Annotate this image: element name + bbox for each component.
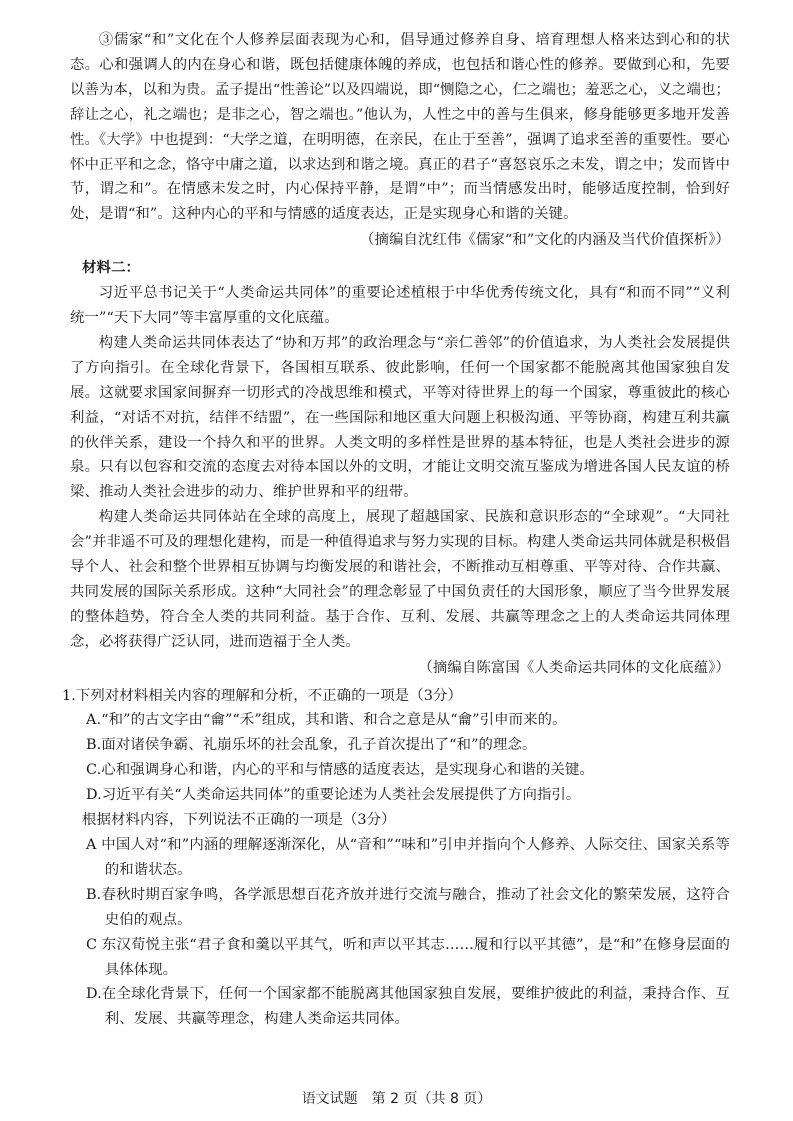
- question-2-option-a: A 中国人对“和”内涵的理解逐渐深化，从“音和”“味和”引申并指向个人修养、人际交往、国家关系等的和谐状态。: [86, 837, 730, 878]
- question-1-option-b: B.面对诸侯争霸、礼崩乐坏的社会乱象，孔子首次提出了“和”的理念。: [86, 737, 537, 754]
- question-2-option-d: D.在全球化背景下，任何一个国家都不能脱离其他国家独自发展，要维护彼此的利益，秉持合作、互利、发展、共赢等理念，构建人类命运共同体。: [86, 986, 730, 1028]
- page-footer: 语文试题 第 2 页（共 8 页）: [301, 1091, 492, 1107]
- question-2: [70, 808, 730, 1032]
- material2-source: （摘编自陈富国《人类命运共同体的文化底蕴》）: [418, 659, 730, 676]
- exam-page: [62, 28, 730, 1032]
- question-2-option-c: C 东汉荀悦主张“君子食和羹以平其气，听和声以平其志……履和行以平其德”，是“和”在修身层面的具体体现。: [86, 936, 730, 978]
- question-2-stem: 根据材料内容，下列说法不正确的一项是（3分）: [82, 812, 396, 829]
- material2-paragraph-1: 习近平总书记关于“人类命运共同体”的重要论述植根于中华优秀传统文化，具有“和而不同”“义利统一”“天下大同”等丰富厚重的文化底蕴。: [70, 285, 730, 326]
- material2-paragraph-3: 构建人类命运共同体站在全球的高度上，展现了超越国家、民族和意识形态的“全球观”。“大同社会”并非遥不可及的理想化建构，而是一种值得追求与努力实现的目标。构建人类命运共同体就是积极倡导个人、社会和整个世界相互协调与均衡发展的和谐社会，不断推动互相尊重、平等对待、合作共赢、共同发展的国际关系形成。这种“大同社会”的理念彰显了中国负责任的大国形象，顺应了当今世界发展的整体趋势，符合全人类的共同利益。基于合作、互利、发展、共赢等理念之上的人类命运共同体理念，必将获得广泛认同，进而造福于全人类。: [70, 509, 730, 650]
- material2-paragraph-2: 构建人类命运共同体表达了“协和万邦”的政治理念与“亲仁善邻”的价值追求，为人类社会发展提供了方向指引。在全球化背景下，各国相互联系、彼此影响，任何一个国家都不能脱离其他国家独自发展。这就要求国家间摒弃一切形式的冷战思维和模式，平等对待世界上的每一个国家，尊重彼此的核心利益，“对话不对抗，结伴不结盟”，在一些国际和地区重大问题上积极沟通、平等协商，构建互利共赢的伙伴关系，建设一个持久和平的世界。人类文明的多样性是世界的基本特征，也是人类社会进步的源泉。只有以包容和交流的态度去对待本国以外的文明，才能让文明交流互鉴成为增进各国人民友谊的桥梁、推动人类社会进步的动力、维护世界和平的纽带。: [70, 334, 730, 501]
- question-1-stem: 1.下列对材料相关内容的理解和分析，不正确的一项是（3分）: [62, 687, 462, 704]
- question-2-option-b: B.春秋时期百家争鸣，各学派思想百花齐放并进行交流与融合，推动了社会文化的繁荣发展，这符合史伯的观点。: [86, 886, 730, 928]
- material2-heading: 材料二：: [82, 260, 140, 277]
- question-1-option-d: D.习近平有关“人类命运共同体”的重要论述为人类社会发展提供了方向指引。: [86, 787, 581, 804]
- question-1-option-a: A.“和”的古文字由“龠”“禾”组成，其和谐、和合之意是从“龠”引申而来的。: [86, 712, 567, 729]
- material1-source: （摘编自沈红伟《儒家“和”文化的内涵及当代价值探析》）: [360, 232, 730, 249]
- question-1: [62, 684, 730, 809]
- material1-paragraph-3: ③儒家“和”文化在个人修养层面表现为心和，倡导通过修养自身、培育理想人格来达到心和的状态。心和强调人的内在身心和谐，既包括健康体魄的养成，也包括和谐心性的修养。要做到心和，先要以善为本，以和为贵。孟子提出“性善论”以及四端说，即“恻隐之心，仁之端也；羞恶之心，义之端也；辞让之心，礼之端也；是非之心，智之端也。”他认为，人性之中的善与生俱来，修身能够更多地开发善性。《大学》中也提到：“大学之道，在明明德，在亲民，在止于至善”，强调了追求至善的重要性。要心怀中正平和之念，恪守中庸之道，以求达到和谐之境。真正的君子“喜怒哀乐之未发，谓之中；发而皆中节，谓之和”。在情感未发之时，内心保持平静，是谓“中”；而当情感发出时，能够适度控制，恰到好处，是谓“和”。这种内心的平和与情感的适度表达，正是实现身心和谐的关键。: [70, 32, 730, 223]
- question-1-option-c: C.心和强调身心和谐，内心的平和与情感的适度表达，是实现身心和谐的关键。: [86, 762, 594, 779]
